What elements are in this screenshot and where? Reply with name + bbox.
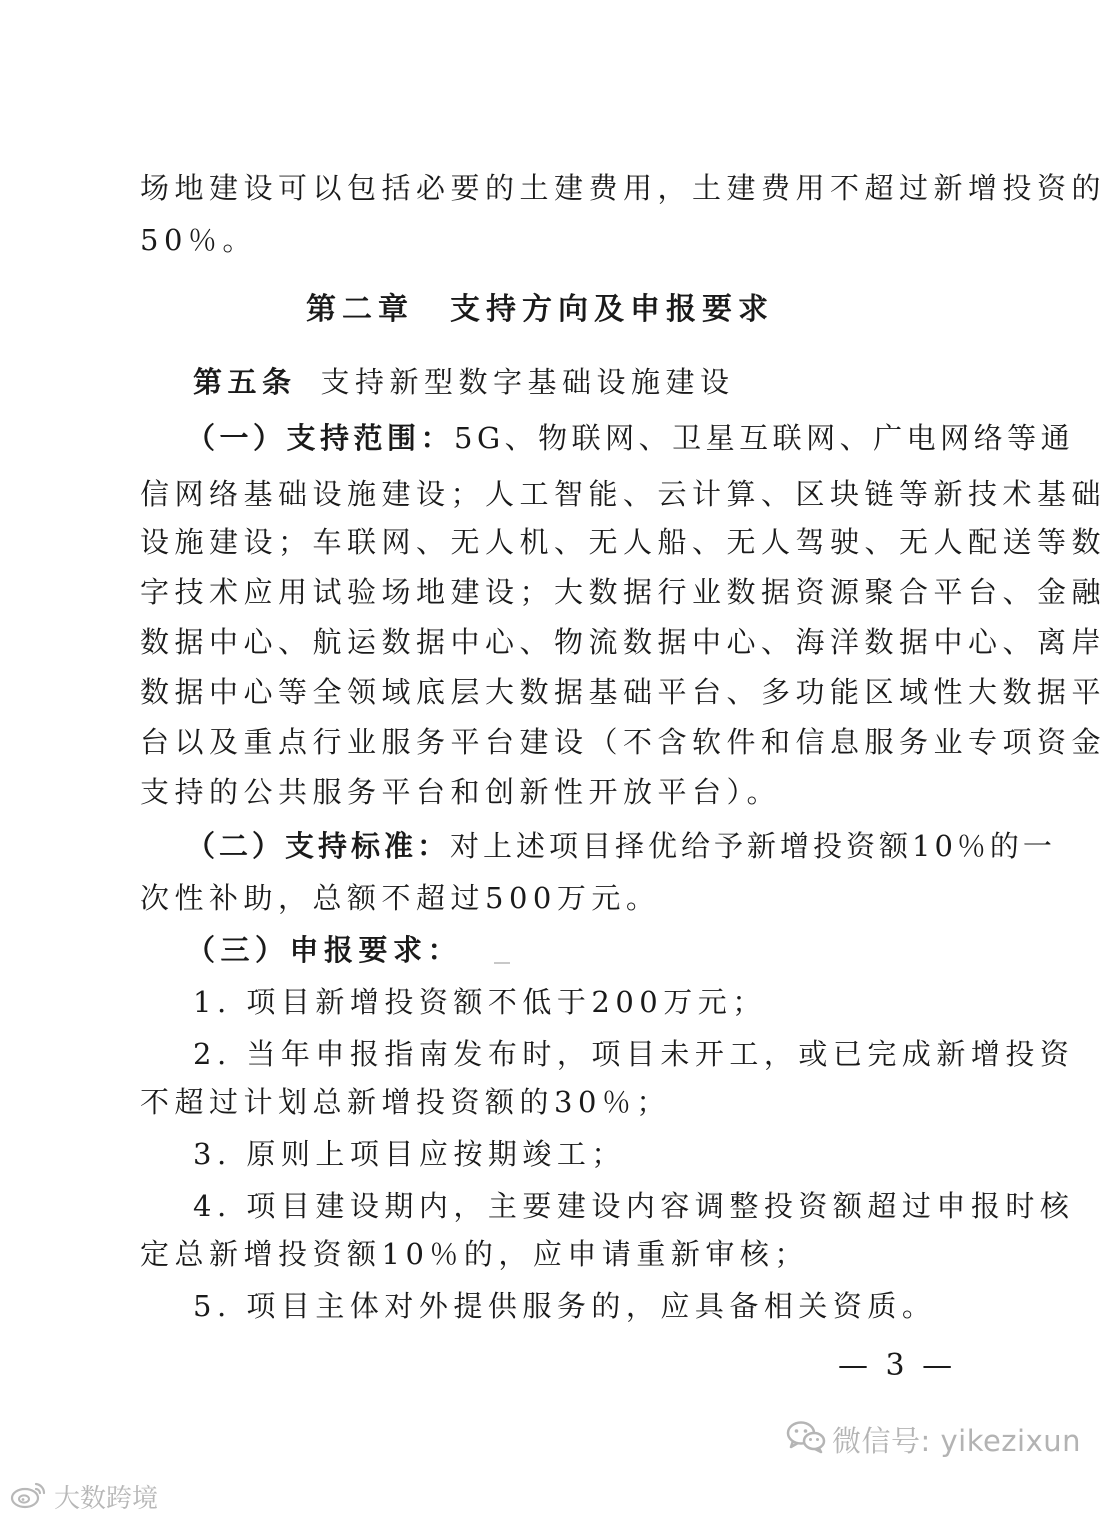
requirement-2: 2. 当年申报指南发布时，项目未开工，或已完成新增投资 <box>193 1037 1075 1071</box>
scan-speck <box>494 962 510 964</box>
requirement-1: 1. 项目新增投资额不低于200万元； <box>193 985 767 1019</box>
body-line-4: 设施建设；车联网、无人机、无人船、无人驾驶、无人配送等数 <box>140 525 1106 559</box>
source-watermark-text: 大数跨境 <box>54 1484 159 1514</box>
requirement-3: 3. 原则上项目应按期竣工； <box>193 1137 626 1171</box>
wechat-logo-icon <box>786 1420 826 1462</box>
body-line-9: 支持的公共服务平台和创新性开放平台）。 <box>140 775 782 809</box>
article-label: 第五条 <box>193 365 297 399</box>
body-line-2: 50％。 <box>140 223 257 257</box>
requirement-4: 4. 项目建设期内，主要建设内容调整投资额超过申报时核 <box>193 1189 1075 1223</box>
item-2-label: （二）支持标准： <box>186 829 451 863</box>
body-line-5: 字技术应用试验场地建设；大数据行业数据资源聚合平台、金融 <box>140 575 1106 609</box>
wechat-watermark <box>786 1420 1081 1462</box>
item-2-first-line <box>186 826 1056 866</box>
item-3-label: （三）申报要求： <box>186 933 463 967</box>
item-1-label: （一）支持范围： <box>186 421 455 455</box>
item-1-text: 5G、物联网、卫星互联网、广电网络等通 <box>454 421 1075 455</box>
body-line-10: 次性补助，总额不超过500万元。 <box>140 881 661 915</box>
item-2-text: 对上述项目择优给予新增投资额10％的一 <box>450 829 1056 863</box>
item-1-first-line <box>186 418 1075 458</box>
requirement-4-cont: 定总新增投资额10％的，应申请重新审核； <box>140 1237 809 1271</box>
body-line-1: 场地建设可以包括必要的土建费用，土建费用不超过新增投资的 <box>140 171 1106 205</box>
page-number: — 3 — <box>838 1348 957 1383</box>
weibo-logo-icon <box>8 1480 48 1518</box>
article-text: 支持新型数字基础设施建设 <box>320 365 735 399</box>
body-line-7: 数据中心等全领域底层大数据基础平台、多功能区域性大数据平 <box>140 675 1106 709</box>
body-line-8: 台以及重点行业服务平台建设（不含软件和信息服务业专项资金 <box>140 725 1106 759</box>
requirement-2-cont: 不超过计划总新增投资额的30％； <box>140 1085 671 1119</box>
wechat-id-text: 微信号: yikezixun <box>832 1424 1082 1458</box>
body-line-3: 信网络基础设施建设；人工智能、云计算、区块链等新技术基础 <box>140 477 1106 511</box>
source-watermark <box>8 1480 158 1518</box>
requirement-5: 5. 项目主体对外提供服务的，应具备相关资质。 <box>193 1289 937 1323</box>
article-heading <box>193 362 940 402</box>
item-3-line <box>186 930 940 970</box>
chapter-title: 第二章 支持方向及申报要求 <box>306 292 774 327</box>
body-line-6: 数据中心、航运数据中心、物流数据中心、海洋数据中心、离岸 <box>140 625 1106 659</box>
